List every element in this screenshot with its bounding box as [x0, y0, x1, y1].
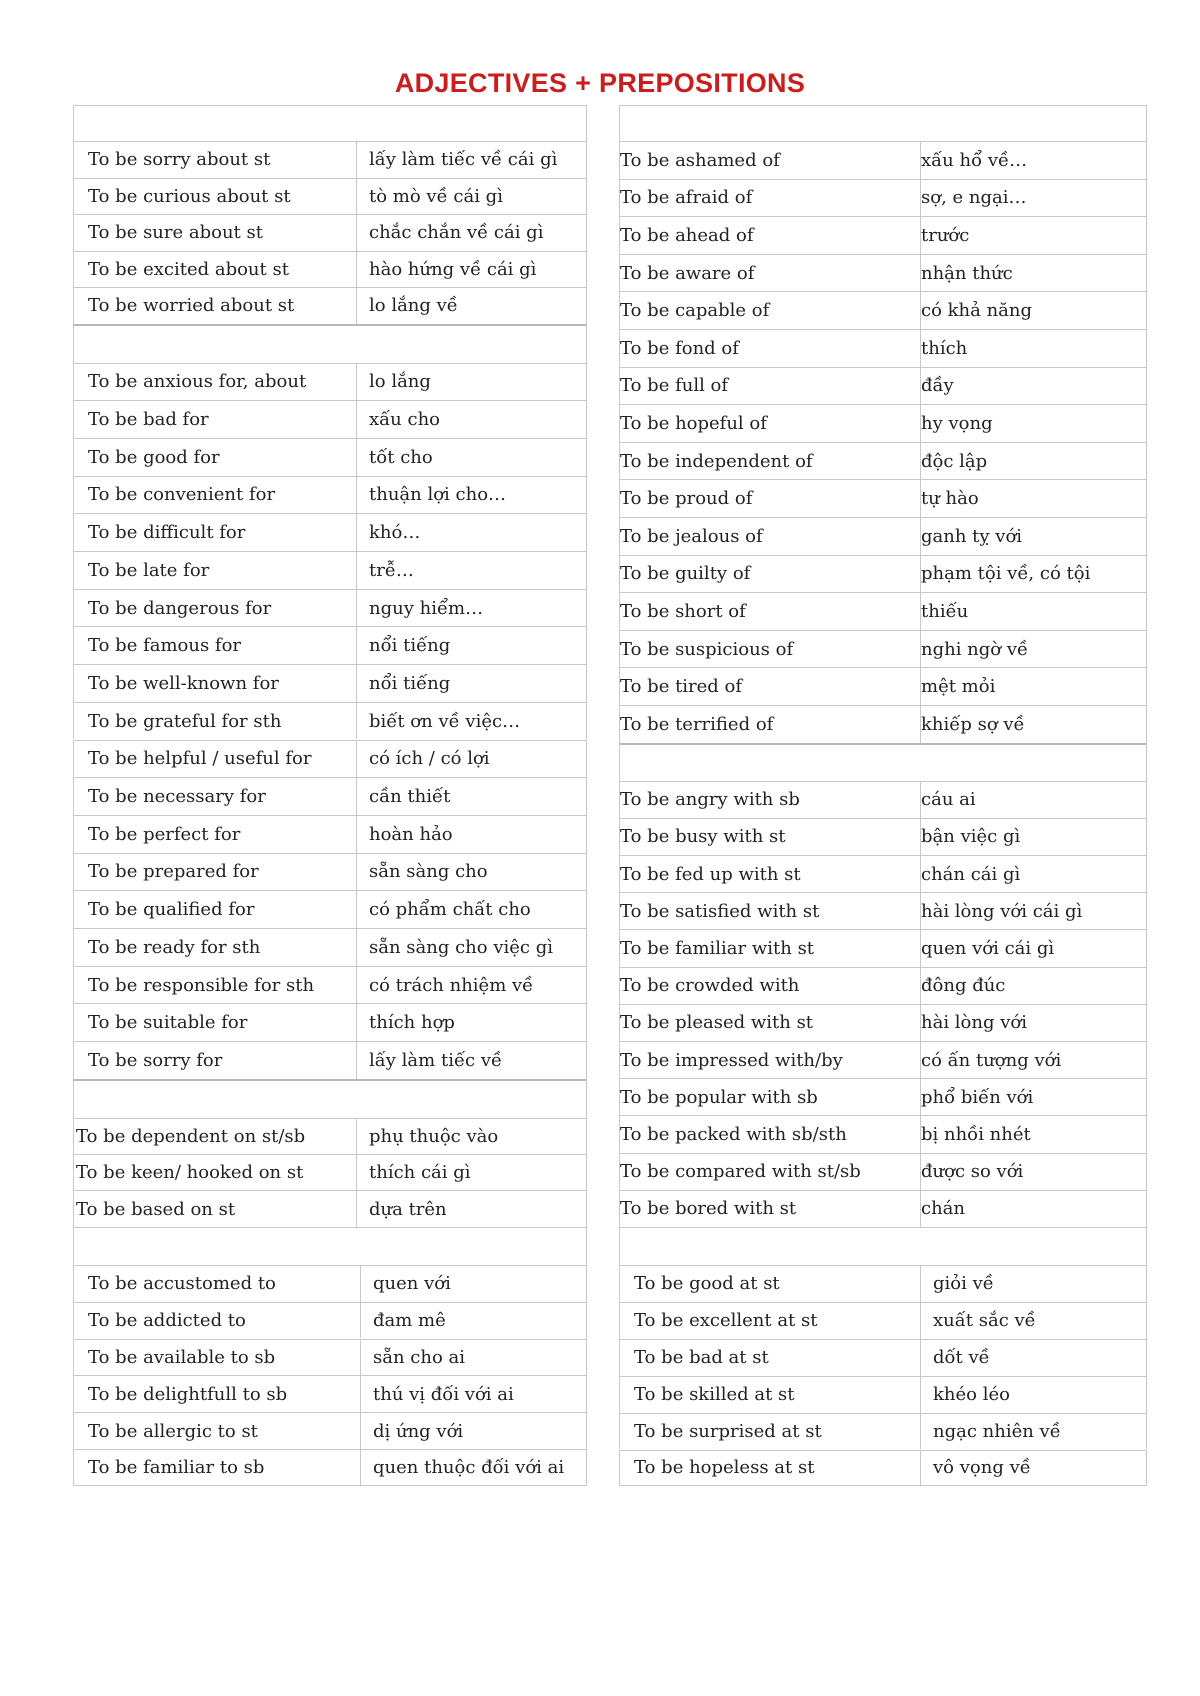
phrase-cell: To be bad for [88, 409, 209, 431]
table-row [619, 329, 1147, 367]
table-row [619, 1115, 1147, 1152]
phrase-cell: To be packed with sb/sth [620, 1123, 847, 1145]
table-row [73, 1449, 587, 1486]
phrase-cell: To be proud of [620, 488, 753, 510]
phrase-cell: To be curious about st [88, 185, 291, 207]
meaning-cell: dốt về [920, 1340, 990, 1376]
table-row [73, 1003, 587, 1041]
table-row [619, 1376, 1147, 1413]
table-row [73, 740, 587, 778]
table-row [619, 1413, 1147, 1450]
meaning-cell: dị ứng với [360, 1413, 463, 1449]
meaning-cell: hài lòng với cái gì [920, 893, 1082, 929]
meaning-cell: chán cái gì [920, 856, 1020, 892]
phrase-cell: To be angry with sb [620, 789, 800, 811]
phrase-cell: To be allergic to st [88, 1420, 258, 1442]
meaning-cell: hào hứng về cái gì [356, 252, 536, 288]
phrase-cell: To be qualified for [88, 899, 255, 921]
meaning-cell: cần thiết [356, 778, 450, 815]
phrase-cell: To be fond of [620, 337, 739, 359]
table-row [73, 1190, 587, 1226]
table-row [73, 589, 587, 627]
meaning-cell: chắc chắn về cái gì [356, 215, 543, 251]
meaning-cell: tốt cho [356, 439, 433, 476]
table-row [73, 214, 587, 251]
phrase-cell: To be sorry for [88, 1049, 223, 1071]
meaning-cell: lo lắng về [356, 288, 458, 324]
prepositions-table [73, 105, 1147, 1598]
table-row [619, 929, 1147, 966]
table-row [73, 476, 587, 514]
table-row [73, 513, 587, 551]
table-row [73, 777, 587, 815]
table-row [619, 404, 1147, 442]
phrase-cell: To be ashamed of [620, 149, 780, 171]
table-row [73, 1154, 587, 1190]
phrase-cell: To be independent of [620, 450, 813, 472]
meaning-cell: nguy hiểm… [356, 590, 483, 627]
meaning-cell: nhận thức [920, 255, 1013, 292]
phrase-cell: To be sure about st [88, 222, 263, 244]
section-header-at [619, 1227, 1147, 1265]
phrase-cell: To be aware of [620, 262, 755, 284]
meaning-cell: ngạc nhiên về [920, 1414, 1061, 1450]
table-row [619, 367, 1147, 405]
meaning-cell: biết ơn về việc… [356, 703, 520, 740]
phrase-cell: To be accustomed to [88, 1273, 276, 1295]
meaning-cell: trễ… [356, 552, 414, 589]
meaning-cell: đông đúc [920, 968, 1005, 1004]
table-row [73, 890, 587, 928]
table-row [619, 479, 1147, 517]
phrase-cell: To be keen/ hooked on st [76, 1162, 304, 1184]
phrase-cell: To be guilty of [620, 563, 751, 585]
table-row [73, 178, 587, 215]
page-title: ADJECTIVES + PREPOSITIONS [394, 68, 806, 98]
table-row [619, 630, 1147, 668]
table-row [619, 1078, 1147, 1115]
meaning-cell: có ấn tượng với [920, 1042, 1061, 1078]
meaning-cell: mệt mỏi [920, 668, 995, 705]
meaning-cell: có khả năng [920, 292, 1032, 329]
phrase-cell: To be hopeful of [620, 412, 767, 434]
phrase-cell: To be sorry about st [88, 149, 271, 171]
table-row [73, 966, 587, 1004]
phrase-cell: To be hopeless at st [634, 1457, 815, 1479]
phrase-cell: To be bad at st [634, 1347, 769, 1369]
section-header-about [73, 105, 587, 141]
table-row [73, 626, 587, 664]
table-row [73, 853, 587, 891]
phrase-cell: To be terrified of [620, 713, 774, 735]
table-row [619, 179, 1147, 217]
phrase-cell: To be difficult for [88, 522, 246, 544]
table-row [619, 1153, 1147, 1190]
meaning-cell: hy vọng [920, 405, 993, 442]
phrase-cell: To be anxious for, about [88, 371, 307, 393]
table-row [619, 291, 1147, 329]
meaning-cell: hài lòng với [920, 1005, 1027, 1041]
meaning-cell: xấu cho [356, 401, 440, 438]
meaning-cell: bận việc gì [920, 819, 1020, 855]
table-row [73, 1375, 587, 1412]
table-row [619, 892, 1147, 929]
meaning-cell: tò mò về cái gì [356, 179, 503, 215]
table-row [619, 1004, 1147, 1041]
phrase-cell: To be popular with sb [620, 1086, 818, 1108]
table-row [73, 141, 587, 178]
phrase-cell: To be crowded with [620, 975, 800, 997]
meaning-cell: phụ thuộc vào [356, 1119, 498, 1154]
phrase-cell: To be based on st [76, 1198, 236, 1220]
meaning-cell: khiếp sợ về [920, 706, 1025, 743]
meaning-cell: ganh tỵ với [920, 518, 1022, 555]
table-row [619, 1265, 1147, 1302]
table-row [619, 818, 1147, 855]
meaning-cell: thú vị đối với ai [360, 1376, 514, 1412]
phrase-cell: To be short of [620, 600, 746, 622]
phrase-cell: To be satisfied with st [620, 900, 820, 922]
phrase-cell: To be suspicious of [620, 638, 794, 660]
table-row [619, 855, 1147, 892]
phrase-cell: To be helpful / useful for [88, 748, 312, 770]
table-row [619, 667, 1147, 705]
table-row [73, 251, 587, 288]
table-row [73, 363, 587, 401]
meaning-cell: có trách nhiệm về [356, 967, 533, 1004]
phrase-cell: To be excited about st [88, 258, 289, 280]
meaning-cell: cáu ai [920, 782, 976, 818]
table-row [619, 1339, 1147, 1376]
meaning-cell: quen thuộc đối với ai [360, 1450, 564, 1485]
phrase-cell: To be late for [88, 559, 210, 581]
table-row [73, 1265, 587, 1302]
meaning-cell: thích [920, 330, 967, 367]
meaning-cell: khéo léo [920, 1377, 1010, 1413]
phrase-cell: To be skilled at st [634, 1384, 795, 1406]
meaning-cell: độc lập [920, 443, 987, 480]
phrase-cell: To be tired of [620, 676, 743, 698]
phrase-cell: To be dangerous for [88, 597, 272, 619]
meaning-cell: phạm tội về, có tội [920, 556, 1090, 593]
phrase-cell: To be responsible for sth [88, 974, 315, 996]
meaning-cell: nghi ngờ về [920, 631, 1028, 668]
phrase-cell: To be delightfull to sb [88, 1383, 288, 1405]
table-row [619, 1190, 1147, 1227]
phrase-cell: To be busy with st [620, 826, 786, 848]
meaning-cell: thiếu [920, 593, 968, 630]
table-row [619, 781, 1147, 818]
table-row [619, 705, 1147, 743]
phrase-cell: To be full of [620, 375, 729, 397]
meaning-cell: bị nhồi nhét [920, 1116, 1031, 1152]
phrase-cell: To be good for [88, 446, 220, 468]
table-row [619, 141, 1147, 179]
meaning-cell: chán [920, 1191, 965, 1227]
phrase-cell: To be suitable for [88, 1012, 248, 1034]
phrase-cell: To be famous for [88, 635, 242, 657]
meaning-cell: thuận lợi cho… [356, 477, 506, 514]
meaning-cell: thích hợp [356, 1004, 455, 1041]
phrase-cell: To be prepared for [88, 861, 259, 883]
phrase-cell: To be well-known for [88, 672, 279, 694]
table-row [73, 1041, 587, 1079]
meaning-cell: quen với cái gì [920, 930, 1054, 966]
section-header-with [619, 743, 1147, 781]
meaning-cell: lấy làm tiếc về cái gì [356, 142, 557, 178]
table-row [73, 815, 587, 853]
phrase-cell: To be familiar with st [620, 937, 815, 959]
phrase-cell: To be worried about st [88, 295, 295, 317]
meaning-cell: sẵn sàng cho việc gì [356, 929, 553, 966]
table-row [619, 1041, 1147, 1078]
table-row [619, 216, 1147, 254]
table-row [73, 664, 587, 702]
table-row [73, 1118, 587, 1154]
meaning-cell: tự hào [920, 480, 979, 517]
section-header-to [73, 1227, 587, 1265]
phrase-cell: To be excellent at st [634, 1310, 818, 1332]
meaning-cell: dựa trên [356, 1191, 447, 1226]
meaning-cell: nổi tiếng [356, 665, 450, 702]
table-row [619, 254, 1147, 292]
phrase-cell: To be addicted to [88, 1310, 246, 1332]
section-header-for [73, 324, 587, 363]
table-row [619, 555, 1147, 593]
table-row [73, 551, 587, 589]
phrase-cell: To be available to sb [88, 1346, 276, 1368]
meaning-cell: nổi tiếng [356, 627, 450, 664]
phrase-cell: To be dependent on st/sb [76, 1125, 306, 1147]
phrase-cell: To be grateful for sth [88, 710, 282, 732]
phrase-cell: To be surprised at st [634, 1421, 822, 1443]
section-header-of [619, 105, 1147, 141]
meaning-cell: sợ, e ngại… [920, 180, 1027, 217]
phrase-cell: To be good at st [634, 1273, 780, 1295]
phrase-cell: To be afraid of [620, 187, 753, 209]
phrase-cell: To be perfect for [88, 823, 241, 845]
table-row [73, 400, 587, 438]
meaning-cell: trước [920, 217, 969, 254]
phrase-cell: To be bored with st [620, 1198, 797, 1220]
meaning-cell: lấy làm tiếc về [356, 1042, 502, 1079]
table-row [73, 1412, 587, 1449]
table-row [73, 928, 587, 966]
table-row [619, 967, 1147, 1004]
meaning-cell: vô vọng về [920, 1451, 1031, 1486]
table-row [73, 702, 587, 740]
phrase-cell: To be ready for sth [88, 936, 261, 958]
meaning-cell: có ích / có lợi [356, 741, 490, 778]
phrase-cell: To be compared with st/sb [620, 1161, 861, 1183]
meaning-cell: sẵn cho ai [360, 1340, 465, 1376]
phrase-cell: To be fed up with st [620, 863, 801, 885]
phrase-cell: To be jealous of [620, 525, 763, 547]
meaning-cell: có phẩm chất cho [356, 891, 531, 928]
phrase-cell: To be capable of [620, 300, 770, 322]
meaning-cell: giỏi về [920, 1266, 994, 1302]
table-row [73, 1302, 587, 1339]
phrase-cell: To be impressed with/by [620, 1049, 843, 1071]
meaning-cell: được so với [920, 1154, 1023, 1190]
section-header-on [73, 1079, 587, 1118]
meaning-cell: sẵn sàng cho [356, 854, 488, 891]
meaning-cell: quen với [360, 1266, 451, 1302]
table-row [619, 517, 1147, 555]
meaning-cell: thích cái gì [356, 1155, 471, 1190]
table-row [619, 1302, 1147, 1339]
phrase-cell: To be familiar to sb [88, 1457, 265, 1479]
phrase-cell: To be pleased with st [620, 1012, 814, 1034]
meaning-cell: xấu hổ về… [920, 142, 1027, 179]
table-row [619, 1450, 1147, 1487]
table-row [73, 1339, 587, 1376]
phrase-cell: To be convenient for [88, 484, 276, 506]
meaning-cell: hoàn hảo [356, 816, 453, 853]
meaning-cell: lo lắng [356, 364, 431, 401]
table-row [73, 287, 587, 324]
table-row [619, 442, 1147, 480]
meaning-cell: khó… [356, 514, 420, 551]
meaning-cell: đam mê [360, 1303, 446, 1339]
phrase-cell: To be necessary for [88, 786, 266, 808]
meaning-cell: đầy [920, 368, 954, 405]
meaning-cell: xuất sắc về [920, 1303, 1036, 1339]
meaning-cell: phổ biến với [920, 1079, 1033, 1115]
table-row [73, 438, 587, 476]
phrase-cell: To be ahead of [620, 224, 754, 246]
table-row [619, 592, 1147, 630]
